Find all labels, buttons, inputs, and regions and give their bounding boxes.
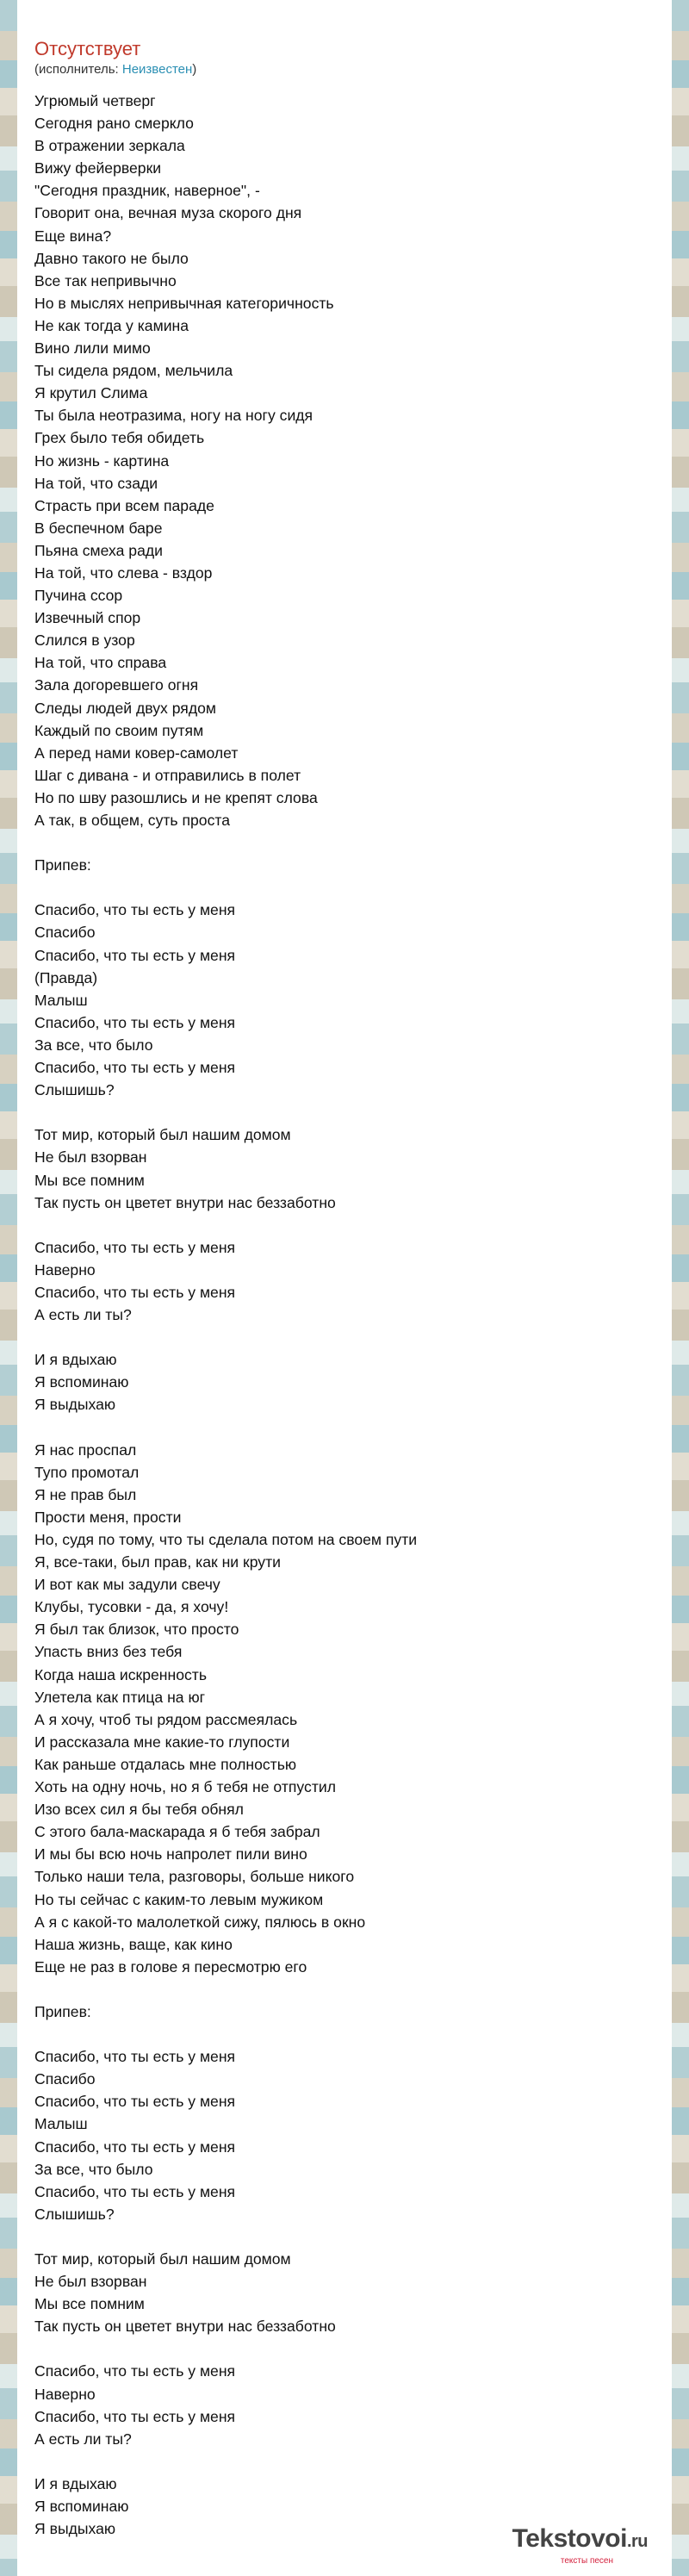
logo-tagline: тексты песен (560, 2556, 613, 2566)
logo-tld: .ru (626, 2532, 648, 2551)
logo-wordmark (512, 2526, 648, 2554)
logo-name: Tekstovoi (512, 2524, 627, 2553)
artist-link[interactable]: Неизвестен (121, 62, 193, 77)
artist-suffix: ) (192, 62, 197, 77)
content-panel (17, 0, 672, 2576)
lyrics-text: Угрюмый четверг Сегодня рано смеркло В отражении зеркала Вижу фейерверки "Сегодня праздник, наверное", - Говорит она, вечная муза скорого дня Еще вина? Давно такого не было Все так непривычно Но в мыслях непривычная категоричность Не как тогда у камина Вино лили мимо Ты сидела рядом, мельчила Я крутил Слима Ты была неотразима, ногу на ногу сидя Грех было тебя обидеть Но жизнь - картина На той, что сзади Страсть при всем параде В беспечном баре Пьяна смеха ради На той, что слева - вздор Пучина ссор Извечный спор Слился в узор На той, что справа Зала догоревшего огня Следы людей двух рядом Каждый по своим путям А перед нами ковер-самолет Шаг с дивана - и отправились в полет Но по шву разошлись и не крепят слова А так, в общем, суть проста Припев: Спасибо, что ты есть у меня Спасибо Спасибо, что ты есть у меня (Правда) Малыш Спасибо, что ты есть у меня За все, что было Спасибо, что ты есть у меня Слышишь? Тот мир, который был нашим домом Не был взорван Мы все помним Так пусть он цветет внутри нас беззаботно Спасибо, что ты есть у меня Наверно Спасибо, что ты есть у меня А есть ли ты? И я вдыхаю Я вспоминаю Я выдыхаю Я нас проспал Тупо промотал Я не прав был Прости меня, прости Но, судя по тому, что ты сделала потом на своем пути Я, все-таки, был прав, как ни крути И вот как мы задули свечу Клубы, тусовки - да, я хочу! Я был так близок, что просто Упасть вниз без тебя Когда наша искренность Улетела как птица на юг А я хочу, чтоб ты рядом рассмеялась И рассказала мне какие-то глупости Как раньше отдалась мне полностью Хоть на одну ночь, но я б тебя не отпустил Изо всех сил я бы тебя обнял С этого бала-маскарада я б тебя забрал И мы бы всю ночь напролет пили вино Только наши тела, разговоры, больше никого Но ты сейчас с каким-то левым мужиком А я с какой-то малолеткой сижу, пялюсь в окно Наша жизнь, ваще, как кино Еще не раз в голове я пересмотрю его Припев: Спасибо, что ты есть у меня Спасибо Спасибо, что ты есть у меня Малыш Спасибо, что ты есть у меня За все, что было Спасибо, что ты есть у меня Слышишь? Тот мир, который был нашим домом Не был взорван Мы все помним Так пусть он цветет внутри нас беззаботно Спасибо, что ты есть у меня Наверно Спасибо, что ты есть у меня А есть ли ты? И я вдыхаю Я вспоминаю Я выдыхаю (34, 92, 418, 2538)
artist-prefix: (исполнитель: (34, 62, 122, 77)
song-title: Отсутствует (34, 38, 141, 59)
site-logo[interactable] (512, 2526, 648, 2567)
artist-line (34, 62, 196, 78)
